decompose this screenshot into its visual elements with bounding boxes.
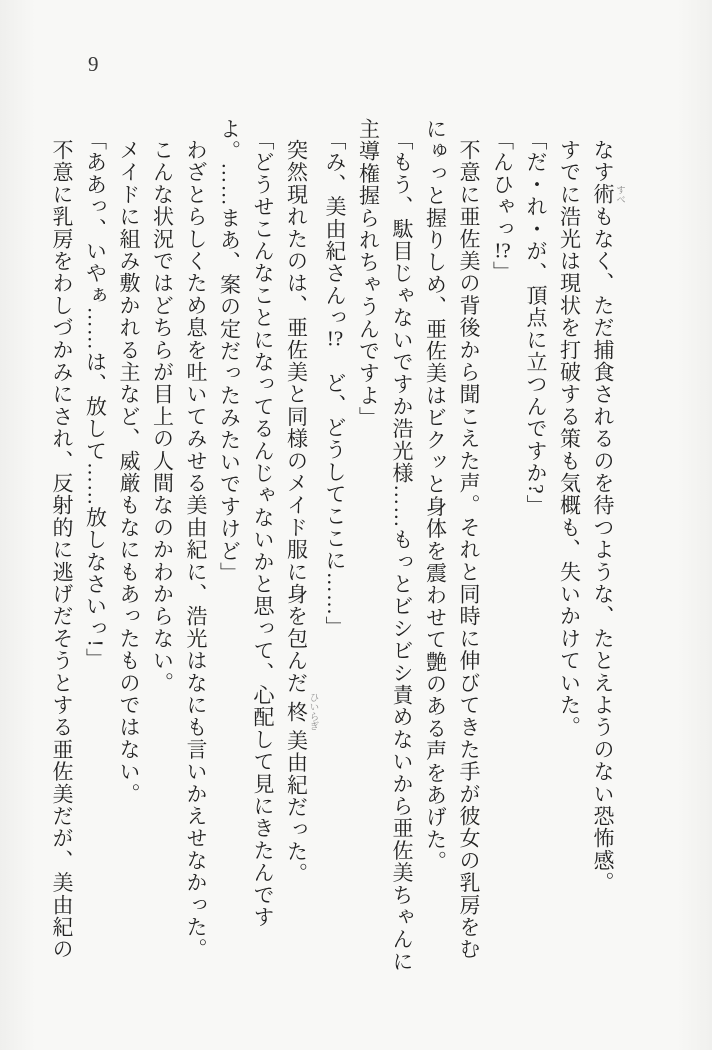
paragraph-narrative: なす術 すべもなく、ただ捕食されるのを待つような、たとえようのない恐怖感。 [591, 139, 624, 894]
paragraph-narrative: 突然現れたのは、亜佐美と同様のメイド服に身を包んだ柊 ひいらぎ美由紀だった。 [284, 139, 318, 885]
paragraph-narrative: わざとらしくため息を吐いてみせる美由紀に、浩光はなにも言いかえせなかった。 [184, 139, 208, 961]
paragraph-dialogue: 「だ・れ・が、頂点に立つんですか?」 [524, 128, 548, 517]
paragraph-dialogue: 「み、美由紀さんっ!? ど、どうしてここに……」 [323, 128, 347, 638]
paragraph-narrative: こんな状況ではどちらが目上の人間なのかわからない。 [150, 139, 175, 694]
paragraph-dialogue: 「ああっ、いやぁ……は、放して……放しなさいっ!」 [83, 128, 108, 670]
text-block [45, 118, 625, 976]
tate-chu-yoko-mark: !? [326, 328, 344, 350]
paragraph-narrative: メイドに組み敷かれる主など、威厳もなにもあったものではない。 [117, 139, 141, 805]
page-number: 9 [88, 52, 99, 76]
paragraph-narrative: すでに浩光は現状を打破する策も気概も、失いかけていた。 [557, 139, 582, 739]
paragraph-dialogue: 「どうせこんなことになってるんじゃないかと思って、心配して見にきたんですよ。……まあ、案の定だったみたいですけど」 [217, 118, 275, 928]
tate-chu-yoko-mark: !? [494, 239, 511, 261]
paragraph-dialogue: 「んひゃっ!?」 [490, 128, 515, 283]
paragraph-dialogue: 「もう、駄目じゃないですか浩光様……もっとビシビシ責めないから亜佐美ちゃんに主導権握られちゃうんですよ」 [356, 118, 414, 973]
furigana-annotation: 柊 ひいらぎ [284, 692, 318, 731]
paragraph-narrative: 不意に乳房をわしづかみにされ、反射的に逃げだそうとする亜佐美だが、美由紀の [50, 139, 74, 961]
paragraph-narrative: 不意に亜佐美の背後から聞こえた声。それと同時に伸びてきた手が彼女の乳房をむにゅっと握りしめ、亜佐美はビクッと身体を震わせて艶のある声をあげた。 [423, 118, 481, 961]
furigana-annotation: 術 すべ [591, 183, 624, 206]
